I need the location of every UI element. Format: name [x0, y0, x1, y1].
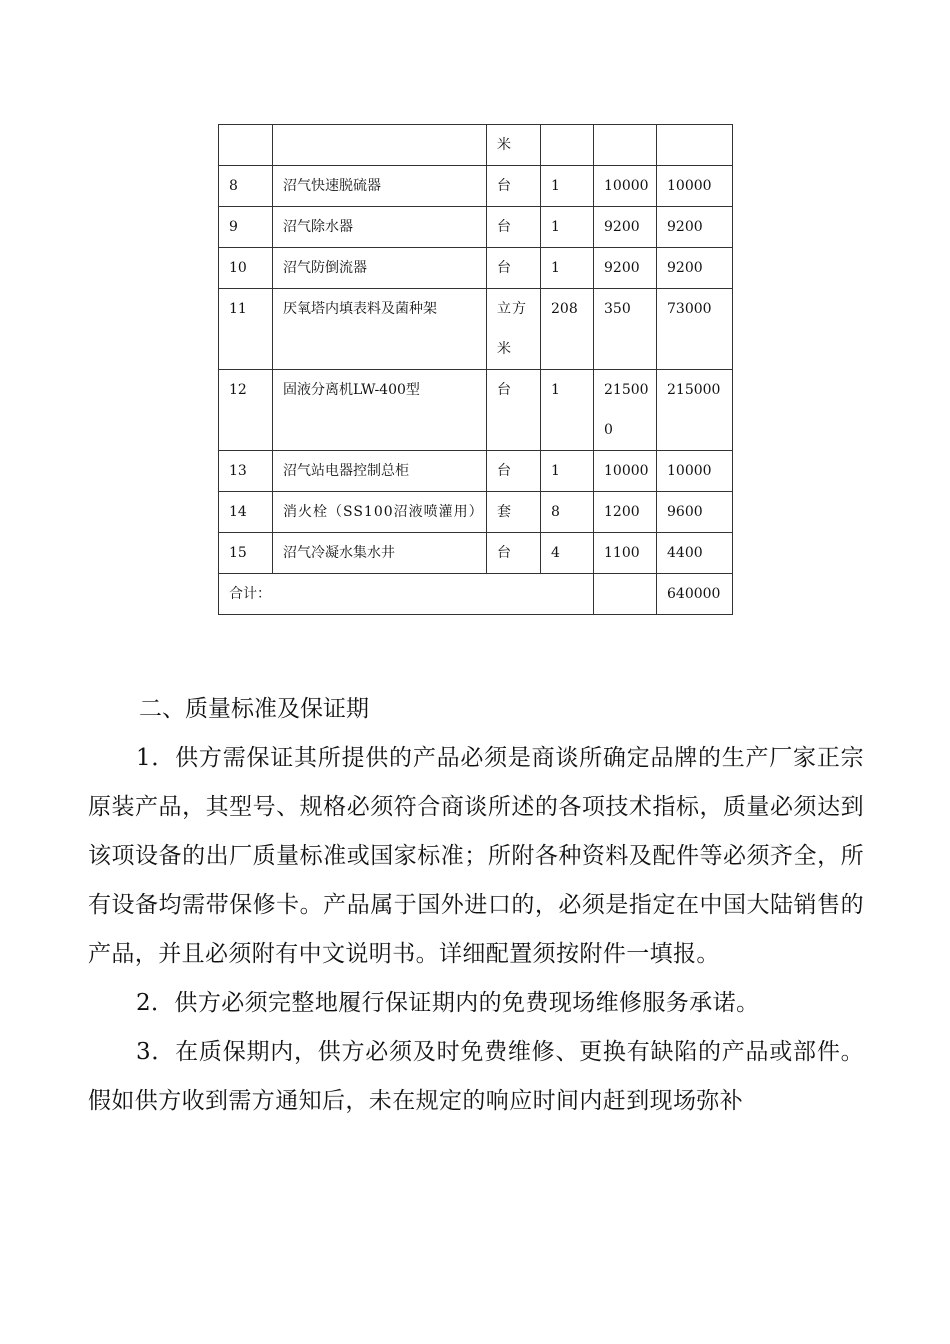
- item-quantity: 1: [541, 370, 594, 451]
- item-unit-price: 9200: [594, 248, 657, 289]
- item-unit: 台: [487, 248, 541, 289]
- item-quantity: [541, 125, 594, 166]
- item-unit-price: 9200: [594, 207, 657, 248]
- item-total: 215000: [657, 370, 733, 451]
- item-unit-price: [594, 125, 657, 166]
- item-quantity: 1: [541, 248, 594, 289]
- item-total: 9200: [657, 207, 733, 248]
- row-number: 11: [219, 289, 273, 370]
- item-quantity: 1: [541, 207, 594, 248]
- sum-empty-cell: [594, 574, 657, 615]
- item-name: [273, 125, 487, 166]
- item-unit: 台: [487, 207, 541, 248]
- row-number: 14: [219, 492, 273, 533]
- item-name: 沼气快速脱硫器: [273, 166, 487, 207]
- item-unit: 台: [487, 166, 541, 207]
- item-total: 73000: [657, 289, 733, 370]
- item-unit: 台: [487, 451, 541, 492]
- item-total: 4400: [657, 533, 733, 574]
- item-quantity: 1: [541, 166, 594, 207]
- item-unit-price: 10000: [594, 451, 657, 492]
- item-quantity: 1: [541, 451, 594, 492]
- table-row: [219, 125, 733, 166]
- table-row: [219, 492, 733, 533]
- item-name: 沼气站电器控制总柜: [273, 451, 487, 492]
- item-total: 10000: [657, 166, 733, 207]
- table-row: [219, 370, 733, 451]
- table-sum-row: [219, 574, 733, 615]
- table-row: [219, 207, 733, 248]
- item-name: 沼气防倒流器: [273, 248, 487, 289]
- row-number: [219, 125, 273, 166]
- item-quantity: 4: [541, 533, 594, 574]
- section-heading: 二、质量标准及保证期: [139, 696, 369, 722]
- item-total: [657, 125, 733, 166]
- item-name: 沼气冷凝水集水井: [273, 533, 487, 574]
- item-unit: 立方米: [487, 289, 541, 370]
- row-number: 13: [219, 451, 273, 492]
- item-name: 沼气除水器: [273, 207, 487, 248]
- item-unit-price: 10000: [594, 166, 657, 207]
- item-total: 9200: [657, 248, 733, 289]
- item-unit-price: 1100: [594, 533, 657, 574]
- item-unit-price: 350: [594, 289, 657, 370]
- paragraph: 3．在质保期内，供方必须及时免费维修、更换有缺陷的产品或部件。假如供方收到需方通知后，未在规定的响应时间内赶到现场弥补: [88, 1039, 864, 1114]
- item-name: 消火栓（SS100沼液喷灌用）: [273, 492, 487, 533]
- row-number: 12: [219, 370, 273, 451]
- table-row: [219, 166, 733, 207]
- item-unit: 套: [487, 492, 541, 533]
- table-row: [219, 248, 733, 289]
- item-name: 厌氧塔内填表料及菌种架: [273, 289, 487, 370]
- sum-label: 合计：: [219, 574, 594, 615]
- row-number: 15: [219, 533, 273, 574]
- table-row: [219, 533, 733, 574]
- item-quantity: 208: [541, 289, 594, 370]
- table-row: [219, 289, 733, 370]
- item-total: 10000: [657, 451, 733, 492]
- item-unit-price: 215000: [594, 370, 657, 451]
- section-body: [88, 734, 864, 1126]
- sum-total: 640000: [657, 574, 733, 615]
- row-number: 8: [219, 166, 273, 207]
- item-unit-price: 1200: [594, 492, 657, 533]
- equipment-table: [218, 124, 733, 615]
- item-unit: 米: [487, 125, 541, 166]
- item-unit: 台: [487, 533, 541, 574]
- row-number: 9: [219, 207, 273, 248]
- row-number: 10: [219, 248, 273, 289]
- item-name: 固液分离机LW-400型: [273, 370, 487, 451]
- item-unit: 台: [487, 370, 541, 451]
- item-total: 9600: [657, 492, 733, 533]
- item-quantity: 8: [541, 492, 594, 533]
- paragraph: 1．供方需保证其所提供的产品必须是商谈所确定品牌的生产厂家正宗原装产品，其型号、规格必须符合商谈所述的各项技术指标，质量必须达到该项设备的出厂质量标准或国家标准；所附各种资料及配件等必须齐全，所有设备均需带保修卡。产品属于国外进口的，必须是指定在中国大陆销售的产品，并且必须附有中文说明书。详细配置须按附件一填报。: [88, 745, 864, 967]
- paragraph: 2．供方必须完整地履行保证期内的免费现场维修服务承诺。: [136, 990, 760, 1016]
- table-row: [219, 451, 733, 492]
